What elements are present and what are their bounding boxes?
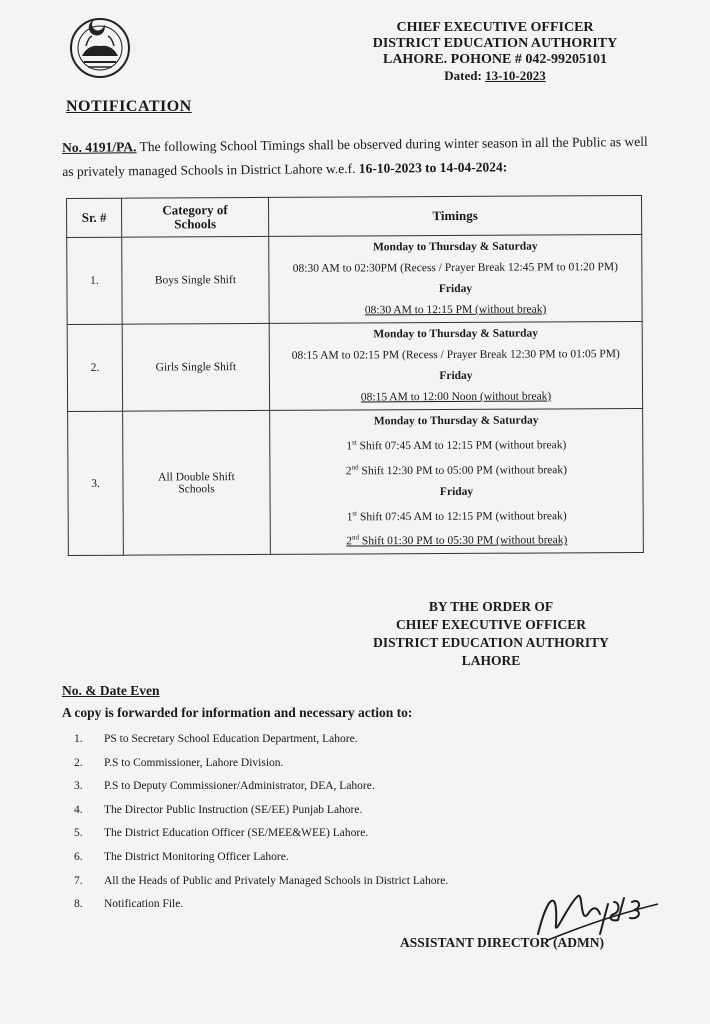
- list-text: P.S to Deputy Commissioner/Administrator, DEA, Lahore.: [104, 780, 375, 793]
- row-timings: [270, 408, 644, 554]
- shift-suffix: st: [352, 438, 357, 447]
- timing-line: Friday: [439, 485, 474, 498]
- signatory-title: ASSISTANT DIRECTOR (ADMN): [400, 935, 605, 950]
- list-text: P.S to Commissioner, Lahore Division.: [104, 756, 284, 769]
- order-line-4: LAHORE: [461, 653, 521, 668]
- notification-date-range: 16-10-2023 to 14-04-2024:: [358, 159, 508, 176]
- shift-text: Shift 07:45 AM to 12:15 PM (without break): [359, 439, 567, 453]
- table-row: [68, 408, 644, 555]
- header-line-3: LAHORE. POHONE # 042-99205101: [382, 52, 607, 67]
- list-number: 2.: [74, 756, 83, 769]
- row-sr: 2.: [67, 324, 122, 411]
- notification-number: No. 4191/PA.: [62, 139, 137, 155]
- table-row: [67, 234, 642, 324]
- list-text: Notification File.: [104, 898, 184, 911]
- list-number: 3.: [74, 780, 83, 793]
- timing-line: [272, 526, 642, 553]
- timing-line: Friday: [438, 282, 473, 296]
- header-timings: Timings: [268, 195, 641, 236]
- list-item: [74, 846, 634, 870]
- notification-title: NOTIFICATION: [66, 98, 192, 115]
- list-number: 4.: [74, 803, 83, 816]
- list-item: [74, 775, 634, 799]
- shift-text: Shift 07:45 AM to 12:15 PM (without break): [359, 509, 567, 523]
- table-row: [67, 321, 642, 411]
- row-sr: 3.: [68, 411, 124, 556]
- header-dated: [340, 68, 650, 84]
- list-number: 8.: [74, 898, 83, 911]
- shift-number: 2: [346, 535, 353, 548]
- timing-line: Monday to Thursday & Saturday: [373, 414, 539, 428]
- header-line-2: DISTRICT EDUCATION AUTHORITY: [372, 36, 618, 51]
- timing-line: [272, 502, 642, 529]
- row-sr: 1.: [67, 237, 122, 324]
- forward-text: A copy is forwarded for information and necessary action to:: [62, 705, 413, 720]
- list-item: [74, 799, 634, 823]
- table-header-row: [67, 195, 642, 237]
- punjab-government-logo: [68, 12, 132, 82]
- row-category: Boys Single Shift: [122, 236, 269, 324]
- row-category-text: All Double Shift Schools: [158, 470, 235, 496]
- list-number: 7.: [74, 874, 83, 887]
- office-header: [340, 20, 650, 84]
- row-timings: [269, 321, 642, 410]
- order-line-2: CHIEF EXECUTIVE OFFICER: [395, 617, 587, 632]
- row-category: Girls Single Shift: [122, 323, 269, 411]
- school-timings-table: [66, 195, 644, 556]
- dated-value: 13-10-2023: [485, 68, 546, 83]
- timing-line: Monday to Thursday & Saturday: [372, 240, 538, 254]
- order-block: [356, 598, 626, 670]
- list-text: The District Monitoring Officer Lahore.: [104, 850, 289, 863]
- shift-suffix: nd: [351, 533, 360, 542]
- timing-line: Monday to Thursday & Saturday: [373, 327, 539, 341]
- list-item: [74, 728, 634, 752]
- shift-number: 1: [346, 440, 353, 453]
- shift-text: Shift 01:30 PM to 05:30 PM (without break): [361, 534, 568, 548]
- list-number: 6.: [74, 850, 83, 863]
- notification-text: The following School Timings shall be observed during winter season in all the Public as well as privately managed Schools in District Lahore w.e.f.: [62, 133, 648, 179]
- list-item: [74, 752, 634, 776]
- list-text: The District Education Officer (SE/MEE&WEE) Lahore.: [104, 827, 369, 840]
- timing-line: 08:15 AM to 12:00 Noon (without break): [360, 390, 552, 404]
- no-date-even: No. & Date Even: [62, 683, 160, 698]
- order-line-1: BY THE ORDER OF: [428, 599, 554, 614]
- list-number: 1.: [74, 733, 83, 745]
- header-category-text: Category of Schools: [162, 202, 228, 232]
- list-text: PS to Secretary School Education Department, Lahore.: [104, 733, 358, 745]
- row-category: [123, 410, 271, 555]
- shift-suffix: nd: [351, 463, 359, 472]
- timing-line: [271, 431, 641, 458]
- shift-number: 2: [345, 465, 352, 478]
- shift-text: Shift 12:30 PM to 05:00 PM (without break): [361, 464, 567, 478]
- header-category: [122, 197, 269, 237]
- list-item: [74, 822, 634, 846]
- timing-line: Friday: [439, 369, 473, 383]
- header-line-1: CHIEF EXECUTIVE OFFICER: [396, 20, 594, 35]
- row-timings: [269, 234, 642, 323]
- timing-line: [271, 456, 641, 483]
- list-text: All the Heads of Public and Privately Managed Schools in District Lahore.: [104, 874, 449, 887]
- shift-suffix: st: [352, 509, 358, 518]
- timing-line: 08:15 AM to 02:15 PM (Recess / Prayer Break 12:30 PM to 01:05 PM): [291, 348, 620, 362]
- order-line-3: DISTRICT EDUCATION AUTHORITY: [373, 635, 609, 650]
- header-sr: Sr. #: [67, 198, 122, 237]
- notification-paragraph: [62, 130, 652, 184]
- list-text: The Director Public Instruction (SE/EE) Punjab Lahore.: [104, 803, 363, 816]
- timing-line: 08:30 AM to 12:15 PM (without break): [364, 303, 547, 317]
- shift-number: 1: [346, 510, 353, 524]
- list-number: 5.: [74, 827, 83, 840]
- timing-line: 08:30 AM to 02:30PM (Recess / Prayer Break 12:45 PM to 01:20 PM): [292, 261, 618, 275]
- dated-label: Dated:: [444, 68, 482, 83]
